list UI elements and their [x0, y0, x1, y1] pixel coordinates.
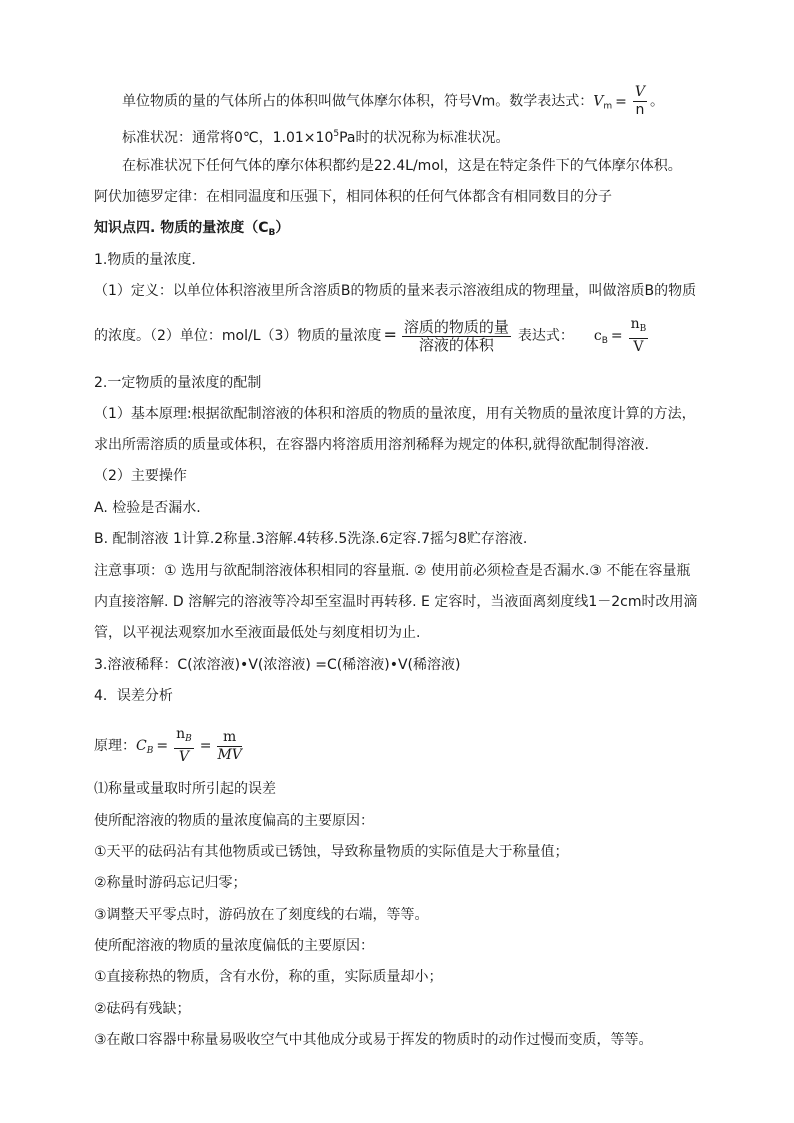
principle-line-1: （1）基本原理:根据欲配制溶液的体积和溶质的物质的量浓度，用有关物质的量浓度计算的方法，: [94, 406, 696, 422]
error-principle-formula: 原理：$C_B$ = $\frac{n_B}{V}$ = $\frac{m}{MV}$: [94, 726, 242, 765]
low-concentration-causes: 使所配溶液的物质的量浓度偏低的主要原因：: [94, 938, 374, 954]
notes-line-3: 管，以平视法观察加水至液面最低处与刻度相切为止.: [94, 625, 421, 641]
molar-volume-definition: 单位物质的量的气体所占的体积叫做气体摩尔体积，符号Vm。数学表达式：$V_m$ = $\frac{V}{n}$ 。: [122, 84, 664, 118]
high-concentration-causes: 使所配溶液的物质的量浓度偏高的主要原因：: [94, 813, 374, 829]
section-heading: 知识点四. 物质的量浓度$(C_B)$: [94, 220, 290, 238]
principle-line-2: 求出所需溶质的质量或体积，在容器内将溶质用溶剂稀释为规定的体积,就得欲配制得溶液.: [94, 437, 649, 453]
high-cause-2: ②称量时游码忘记归零；: [94, 875, 247, 891]
subsection-1-title: 1.物质的量浓度.: [94, 252, 196, 268]
main-operations-title: （2）主要操作: [94, 468, 187, 484]
high-cause-3: ③调整天平零点时，游码放在了刻度线的右端，等等。: [94, 907, 429, 923]
molar-volume-fraction: $\frac{V}{n}$: [634, 84, 645, 118]
concentration-definition: （1）定义：以单位体积溶液里所含溶质B的物质的量来表示溶液组成的物理量，叫做溶质B的物质: [94, 283, 697, 299]
subsection-2-title: 2.一定物质的量浓度的配制: [94, 375, 262, 391]
avogadro-law: 阿伏加德罗定律：在相同温度和压强下，相同体积的任何气体都含有相同数目的分子: [94, 189, 612, 205]
error-analysis-title: 4．误差分析: [94, 688, 173, 704]
high-cause-1: ①天平的砝码沾有其他物质或已锈蚀，导致称量物质的实际值是大于称量值；: [94, 844, 569, 860]
concentration-word-fraction: $\frac{\text{溶质的物质的量}}{\text{溶液的体积}}$: [403, 317, 509, 354]
molar-volume-standard: 在标准状况下任何气体的摩尔体积都约是22.4L/mol，这是在特定条件下的气体摩尔体积。: [122, 158, 682, 174]
weighing-error-title: ⑴称量或量取时所引起的误差: [94, 781, 276, 797]
principle-fraction-1: $\frac{n_B}{V}$: [176, 726, 192, 765]
step-a: A. 检验是否漏水.: [94, 500, 201, 516]
low-cause-1: ①直接称热的物质，含有水份，称的重，实际质量却小；: [94, 969, 443, 985]
notes-line-1: 注意事项：① 选用与欲配制溶液体积相同的容量瓶. ② 使用前必须检查是否漏水.③ 不能在容量瓶: [94, 563, 691, 579]
principle-fraction-2: $\frac{m}{MV}$: [217, 728, 242, 763]
standard-condition: 标准状况：通常将0℃，$1.01\times 10^5Pa$时的状况称为标准状况。: [122, 129, 510, 146]
notes-line-2: 内直接溶解. D 溶解完的溶液等冷却至室温时再转移. E 定容时，当液面离刻度线1－2cm时改用滴: [94, 594, 698, 610]
concentration-formula-line: 的浓度。（2）单位：mol/L（3）物质的量浓度 = $\frac{\text{溶质的物质的量}}{\text{溶液的体积}}$ 表达式： $c_B$ = $\frac{n_B}{V}$: [94, 316, 647, 355]
low-cause-3: ③在敞口容器中称量易吸收空气中其他成分或易于挥发的物质时的动作过慢而变质，等等。: [94, 1032, 653, 1048]
dilution-formula: 3.溶液稀释：C(浓溶液)•V(浓溶液) =C(稀溶液)•V(稀溶液): [94, 657, 461, 673]
step-b: B. 配制溶液 1计算.2称量.3溶解.4转移.5洗涤.6定容.7摇匀8贮存溶液.: [94, 531, 528, 547]
concentration-symbol-fraction: $\frac{n_B}{V}$: [630, 316, 647, 355]
low-cause-2: ②砝码有残缺；: [94, 1001, 191, 1017]
